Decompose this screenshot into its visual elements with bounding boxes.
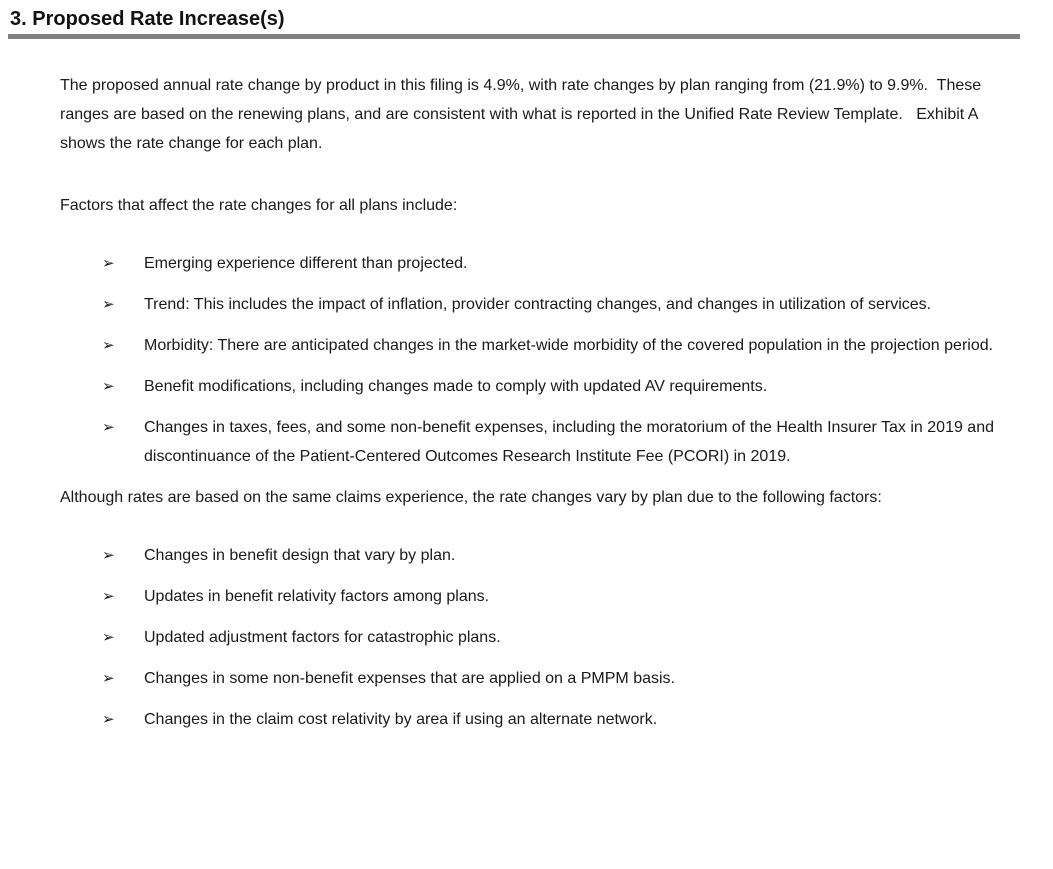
arrow-bullet-icon: ➢	[102, 296, 115, 313]
list-item	[60, 249, 1000, 278]
by-plan-lead-paragraph: Although rates are based on the same claims experience, the rate changes vary by plan due to the following factors:	[60, 489, 882, 506]
all-plans-lead-paragraph: Factors that affect the rate changes for all plans include:	[60, 197, 458, 214]
heading-underline-rule	[8, 34, 1020, 39]
by-plan-factor-list	[60, 541, 1000, 734]
arrow-bullet-icon: ➢	[102, 419, 115, 436]
list-item-text: Changes in taxes, fees, and some non-benefit expenses, including the moratorium of the Health Insurer Tax in 2019 and discontinuance of the Patient-Centered Outcomes Research Institute Fee (PCORI) in 2019.	[144, 419, 994, 465]
list-item	[60, 541, 1000, 570]
intro-paragraph: The proposed annual rate change by product in this filing is 4.9%, with rate changes by plan ranging from (21.9%) to 9.9%. These ranges are based on the renewing plans, and are consistent with what is reported in the Unified Rate Review Template. Exhibit A shows the rate change for each plan.	[60, 77, 986, 152]
list-item	[60, 331, 1000, 360]
list-item	[60, 413, 1000, 471]
list-item-text: Updates in benefit relativity factors among plans.	[144, 588, 490, 605]
list-item	[60, 705, 1000, 734]
list-item-text: Changes in some non-benefit expenses that are applied on a PMPM basis.	[144, 670, 675, 687]
list-item-text: Morbidity: There are anticipated changes in the market-wide morbidity of the covered population in the projection period.	[144, 337, 994, 354]
list-item-text: Changes in benefit design that vary by plan.	[144, 547, 456, 564]
arrow-bullet-icon: ➢	[102, 588, 115, 605]
list-item-text: Benefit modifications, including changes made to comply with updated AV requirements.	[144, 378, 768, 395]
arrow-bullet-icon: ➢	[102, 255, 115, 272]
list-item	[60, 582, 1000, 611]
list-item	[60, 290, 1000, 319]
arrow-bullet-icon: ➢	[102, 378, 115, 395]
arrow-bullet-icon: ➢	[102, 670, 115, 687]
arrow-bullet-icon: ➢	[102, 547, 115, 564]
list-item	[60, 664, 1000, 693]
list-item-text: Trend: This includes the impact of inflation, provider contracting changes, and changes in utilization of services.	[144, 296, 932, 313]
list-item-text: Updated adjustment factors for catastrophic plans.	[144, 629, 501, 646]
arrow-bullet-icon: ➢	[102, 337, 115, 354]
list-item	[60, 623, 1000, 652]
arrow-bullet-icon: ➢	[102, 711, 115, 728]
document-body	[60, 71, 1000, 734]
all-plans-factor-list	[60, 249, 1000, 471]
list-item-text: Emerging experience different than projected.	[144, 255, 468, 272]
arrow-bullet-icon: ➢	[102, 629, 115, 646]
list-item-text: Changes in the claim cost relativity by area if using an alternate network.	[144, 711, 658, 728]
list-item	[60, 372, 1000, 401]
section-heading: 3. Proposed Rate Increase(s)	[10, 8, 285, 30]
